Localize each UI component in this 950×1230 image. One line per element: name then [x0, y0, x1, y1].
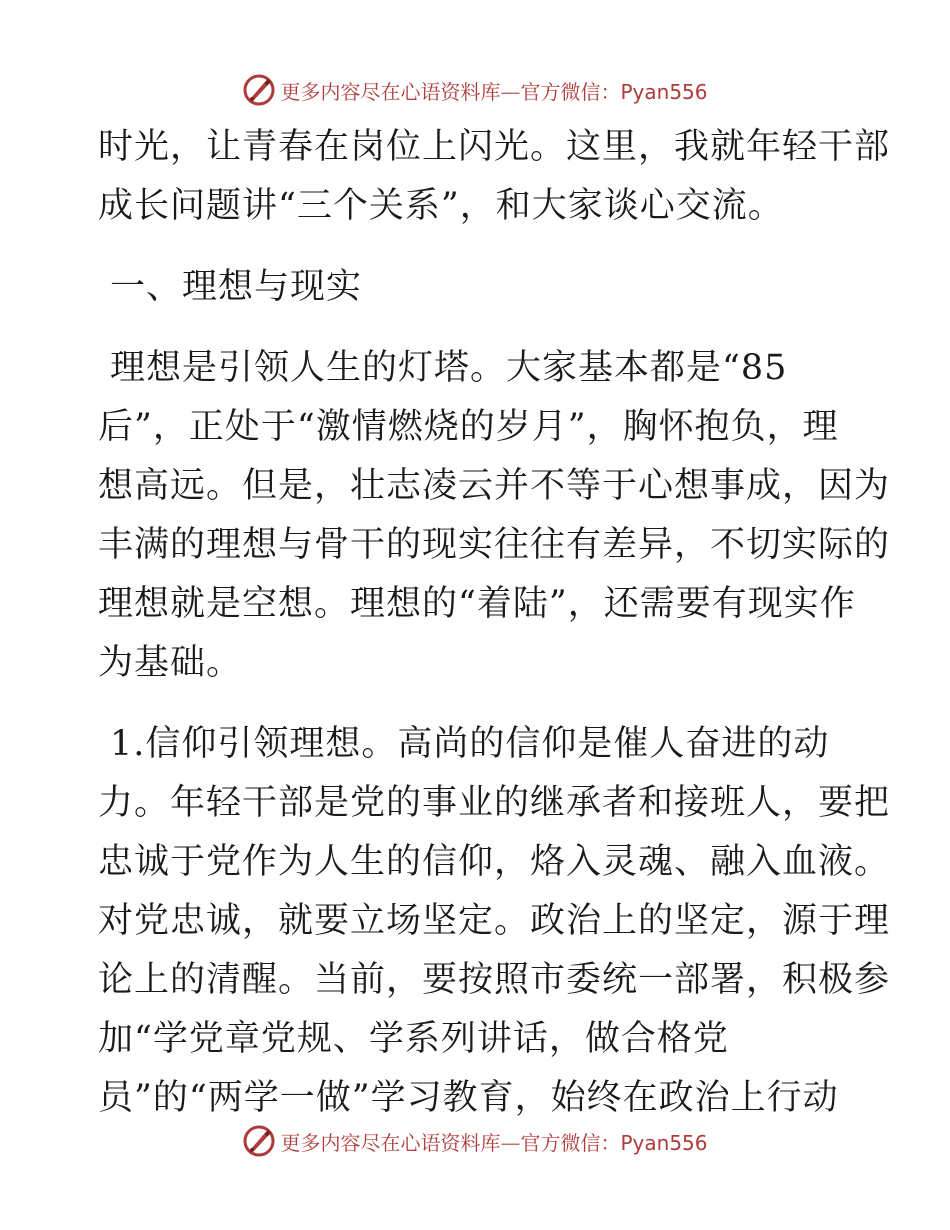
text-line: 加“学党章党规、学系列讲话，做合格党 [98, 1019, 729, 1059]
text-line: 想高远。但是，壮志凌云并不等于心想事成，因为 [98, 466, 891, 506]
watermark-wechat-label: 官方微信： [520, 1130, 621, 1155]
text-line: 时光，让青春在岗位上闪光。这里，我就年轻干部 [98, 127, 891, 167]
text-line: 忠诚于党作为人生的信仰，烙入灵魂、融入血液。 [98, 842, 891, 882]
watermark-wechat-id: Pyan556 [620, 79, 708, 104]
watermark-text [280, 1127, 707, 1156]
text-line: 为基础。 [98, 643, 243, 683]
text-line: 后”，正处于“激情燃烧的岁月”，胸怀抱负，理 [98, 407, 839, 447]
text-line: 论上的清醒。当前，要按照市委统一部署，积极参 [98, 960, 891, 1000]
pen-logo-icon [242, 1124, 276, 1158]
watermark-separator: — [500, 1130, 521, 1155]
watermark-text [280, 76, 707, 105]
watermark-wechat-label: 官方微信： [520, 79, 621, 104]
text-line: 理想就是空想。理想的“着陆”，还需要有现实作 [98, 584, 856, 624]
pen-logo-icon [242, 73, 276, 107]
watermark-separator: — [500, 79, 521, 104]
watermark-main: 更多内容尽在心语资料库 [280, 79, 501, 104]
text-line: 对党忠诚，就要立场坚定。政治上的坚定，源于理 [98, 901, 891, 941]
paragraph [98, 118, 891, 236]
footer-watermark [0, 1121, 950, 1161]
text-line: 成长问题讲“三个关系”，和大家谈心交流。 [98, 186, 784, 226]
watermark-main: 更多内容尽在心语资料库 [280, 1130, 501, 1155]
heading-line: 一、理想与现实 [110, 267, 363, 307]
paragraph [98, 339, 891, 693]
paragraph [98, 715, 891, 1128]
text-line: 力。年轻干部是党的事业的继承者和接班人，要把 [98, 783, 891, 823]
watermark-wechat-id: Pyan556 [620, 1130, 708, 1155]
text-line: 员”的“两学一做”学习教育，始终在政治上行动 [98, 1078, 839, 1118]
text-line: 1.信仰引领理想。高尚的信仰是催人奋进的动 [110, 724, 830, 764]
text-line: 丰满的理想与骨干的现实往往有差异，不切实际的 [98, 525, 891, 565]
text-line: 理想是引领人生的灯塔。大家基本都是“85 [110, 348, 788, 388]
document-body [98, 118, 891, 1128]
header-watermark [0, 70, 950, 110]
section-heading [98, 258, 858, 317]
